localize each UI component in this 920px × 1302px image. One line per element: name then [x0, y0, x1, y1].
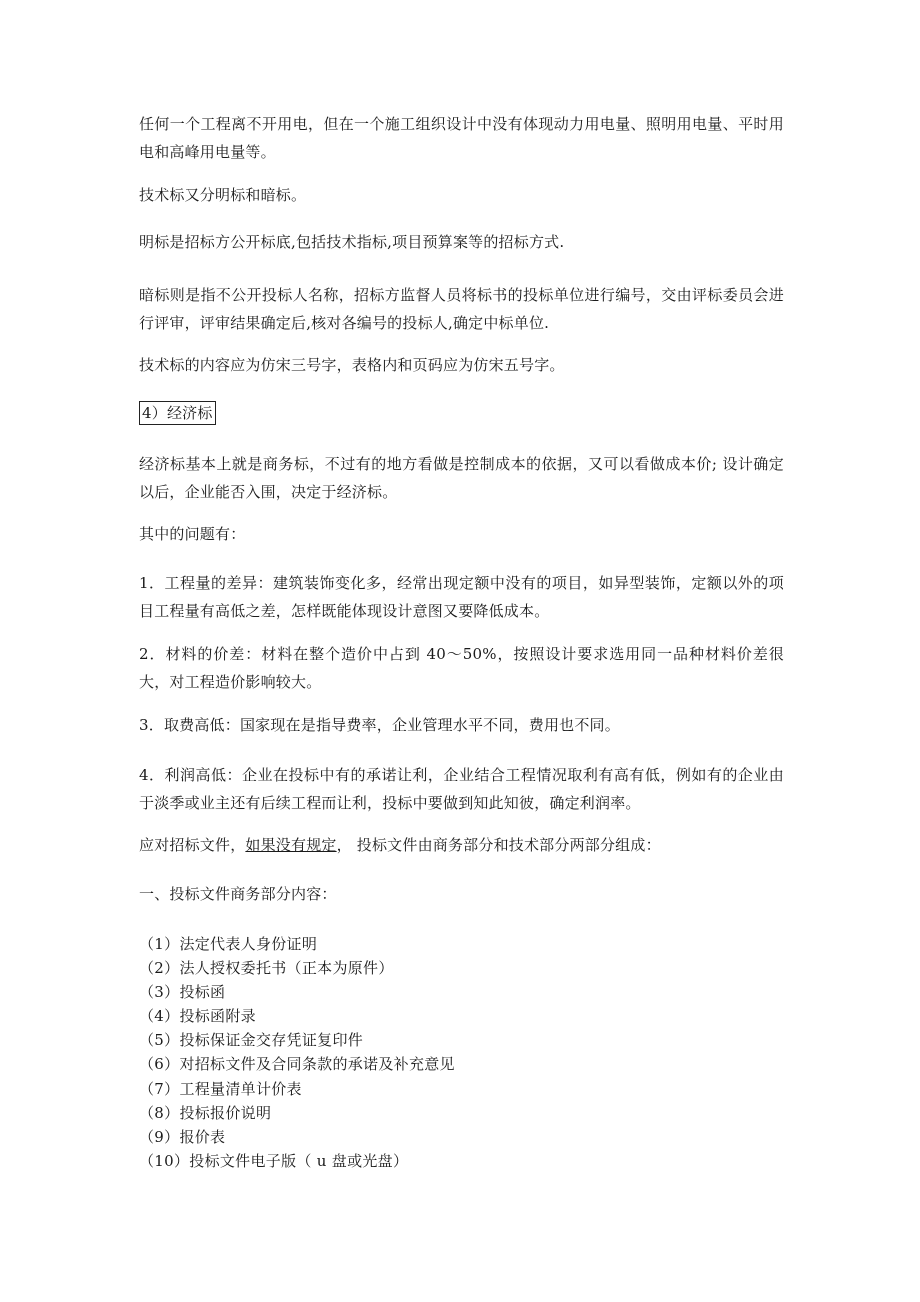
paragraph-issue-quantity: 1．工程量的差异：建筑装饰变化多，经常出现定额中没有的项目，如异型装饰，定额以外的项目工程量有高低之差，怎样既能体现设计意图又要降低成本。 — [139, 574, 784, 620]
paragraph-electricity: 任何一个工程离不开用电，但在一个施工组织设计中没有体现动力用电量、照明用电量、平时用电和高峰用电量等。 — [139, 115, 784, 161]
list-item: （6）对招标文件及合同条款的承诺及补充意见 — [139, 1055, 455, 1074]
paragraph-economic-bid: 经济标基本上就是商务标，不过有的地方看做是控制成本的依据，又可以看做成本价; 设计确定以后，企业能否入围，决定于经济标。 — [139, 455, 784, 501]
list-item: （10）投标文件电子版（ u 盘或光盘） — [139, 1151, 409, 1170]
list-item: （4）投标函附录 — [139, 1007, 256, 1026]
list-item: （1）法定代表人身份证明 — [139, 935, 318, 953]
list-item: （3）投标函 — [139, 983, 226, 1002]
boxed-heading-label: 4）经济标 — [139, 401, 216, 425]
list-item: （9）报价表 — [139, 1127, 226, 1146]
paragraph-font-requirement: 技术标的内容应为仿宋三号字，表格内和页码应为仿宋五号字。 — [139, 356, 565, 374]
composition-underlined-text: 如果没有规定 — [245, 836, 337, 854]
commercial-part-list — [139, 932, 739, 1173]
paragraph-issue-profit: 4．利润高低：企业在投标中有的承诺让利，企业结合工程情况取利有高有低，例如有的企业由于淡季或业主还有后续工程而让利，投标中要做到知此知彼，确定利润率。 — [139, 766, 784, 812]
paragraph-sealed-bid: 暗标则是指不公开投标人名称，招标方监督人员将标书的投标单位进行编号，交由评标委员会进行评审，评审结果确定后,核对各编号的投标人,确定中标单位. — [139, 286, 784, 332]
list-item: （5）投标保证金交存凭证复印件 — [139, 1031, 364, 1050]
composition-text-before: 应对招标文件， — [139, 836, 246, 854]
paragraph-issues-intro: 其中的问题有： — [139, 525, 246, 543]
paragraph-open-bid: 明标是招标方公开标底,包括技术指标,项目预算案等的招标方式. — [139, 233, 565, 251]
paragraph-issue-fees: 3．取费高低：国家现在是指导费率，企业管理水平不同，费用也不同。 — [139, 716, 620, 734]
section-heading-economic-bid — [139, 399, 784, 427]
paragraph-technical-bid-types: 技术标又分明标和暗标。 — [139, 186, 307, 204]
paragraph-bid-document-composition — [139, 831, 784, 859]
list-item: （2）法人授权委托书（正本为原件） — [139, 959, 394, 978]
list-item: （8）投标报价说明 — [139, 1103, 272, 1122]
paragraph-issue-material: 2．材料的价差：材料在整个造价中占到 40～50%，按照设计要求选用同一品种材料价差很大，对工程造价影响较大。 — [139, 645, 784, 691]
composition-text-after: ， 投标文件由商务部分和技术部分两部分组成： — [336, 836, 661, 854]
list-item: （7）工程量清单计价表 — [139, 1079, 302, 1098]
section-heading-commercial-part: 一、投标文件商务部分内容： — [139, 885, 337, 903]
